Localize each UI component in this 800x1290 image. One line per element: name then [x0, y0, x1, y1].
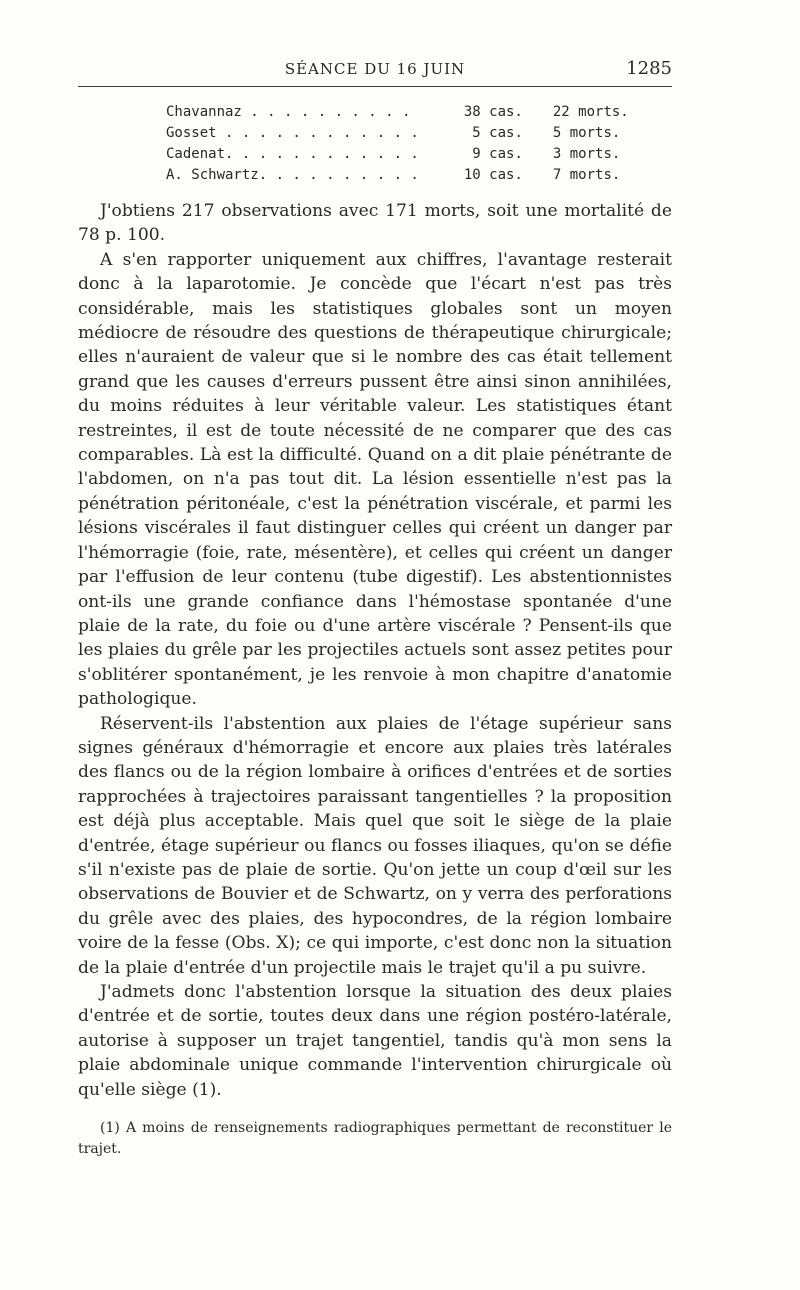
surgeon-name: A. Schwartz. . . . . . . . . .: [166, 166, 419, 183]
case-count: 5 cas.: [472, 124, 523, 141]
death-count: 5 morts.: [552, 124, 621, 141]
case-count: 10 cas.: [463, 166, 523, 183]
header-title: SÉANCE DU 16 JUIN: [284, 60, 466, 78]
paragraph: J'admets donc l'abstention lorsque la situation des deux plaies d'entrée et de sortie, toutes deux dans une région postéro-latérale, autorise à supposer un trajet tangentiel, tandis qu'à mon sens la plaie abdominale unique commande l'intervention chirurgicale où qu'elle siège (1).: [78, 982, 672, 1100]
death-count: 3 morts.: [552, 145, 621, 162]
paragraph: A s'en rapporter uniquement aux chiffres, l'avantage resterait donc à la laparotomie. Je concède que l'écart n'est pas très considérable, mais les statistiques globales sont un moyen médiocre de résoudre des questions de thérapeutique chirurgicale; elles n'auraient de valeur que si le nombre des cas était tellement grand que les causes d'erreurs pussent être ainsi sinon annihilées, du moins réduites à leur véritable valeur. Les statistiques étant restreintes, il est de toute nécessité de ne comparer que des cas comparables. Là est la difficulté. Quand on a dit plaie pénétrante de l'abdomen, on n'a pas tout dit. La lésion essentielle n'est pas la pénétration péritonéale, c'est la pénétration viscérale, et parmi les lésions viscérales il faut distinguer celles qui créent un danger par l'hémorragie (foie, rate, mésentère), et celles qui créent un danger par l'effusion de leur contenu (tube digestif). Les abstentionnistes ont-ils une grande confiance dans l'hémostase spontanée d'une plaie de la rate, du foie ou d'une artère viscérale ? Pensent-ils que les plaies du grêle par les projectiles actuels sont assez petites pour s'oblitérer spontanément, je les renvoie à mon chapitre d'anatomie pathologique.: [78, 249, 672, 710]
surgeon-name: Chavannaz . . . . . . . . . .: [166, 103, 411, 120]
surgeon-name: Cadenat. . . . . . . . . . . .: [166, 145, 419, 162]
table-row: [166, 143, 653, 164]
table-row: [166, 122, 653, 143]
page: [78, 50, 672, 1160]
death-count: 7 morts.: [552, 166, 621, 183]
body-text: [78, 199, 672, 1102]
page-number: 1285: [626, 58, 672, 79]
case-count: 38 cas.: [463, 103, 523, 120]
running-header: [78, 50, 672, 87]
statistics-table: [166, 101, 653, 185]
case-count: 9 cas.: [472, 145, 523, 162]
paragraph: Réservent-ils l'abstention aux plaies de l'étage supérieur sans signes généraux d'hémorragie et encore aux plaies très latérales des flancs ou de la région lombaire à orifices d'entrées et de sorties rapprochées à trajectoires paraissant tangentielles ? la proposition est déjà plus acceptable. Mais quel que soit le siège de la plaie d'entrée, étage supérieur ou flancs ou fosses iliaques, qu'on se défie s'il n'existe pas de plaie de sortie. Qu'on jette un coup d'œil sur les observations de Bouvier et de Schwartz, on y verra des perforations du grêle avec des plaies, des hypocondres, de la région lombaire voire de la fesse (Obs. X); ce qui importe, c'est donc non la situation de la plaie d'entrée d'un projectile mais le trajet qu'il a pu suivre.: [78, 713, 672, 978]
death-count: 22 morts.: [552, 103, 629, 120]
footnote: (1) A moins de renseignements radiographiques permettant de reconstituer le trajet.: [78, 1120, 672, 1158]
surgeon-name: Gosset . . . . . . . . . . . .: [166, 124, 419, 141]
table-row: [166, 101, 653, 122]
table-row: [166, 164, 653, 185]
paragraph: J'obtiens 217 observations avec 171 morts, soit une mortalité de 78 p. 100.: [78, 201, 672, 246]
